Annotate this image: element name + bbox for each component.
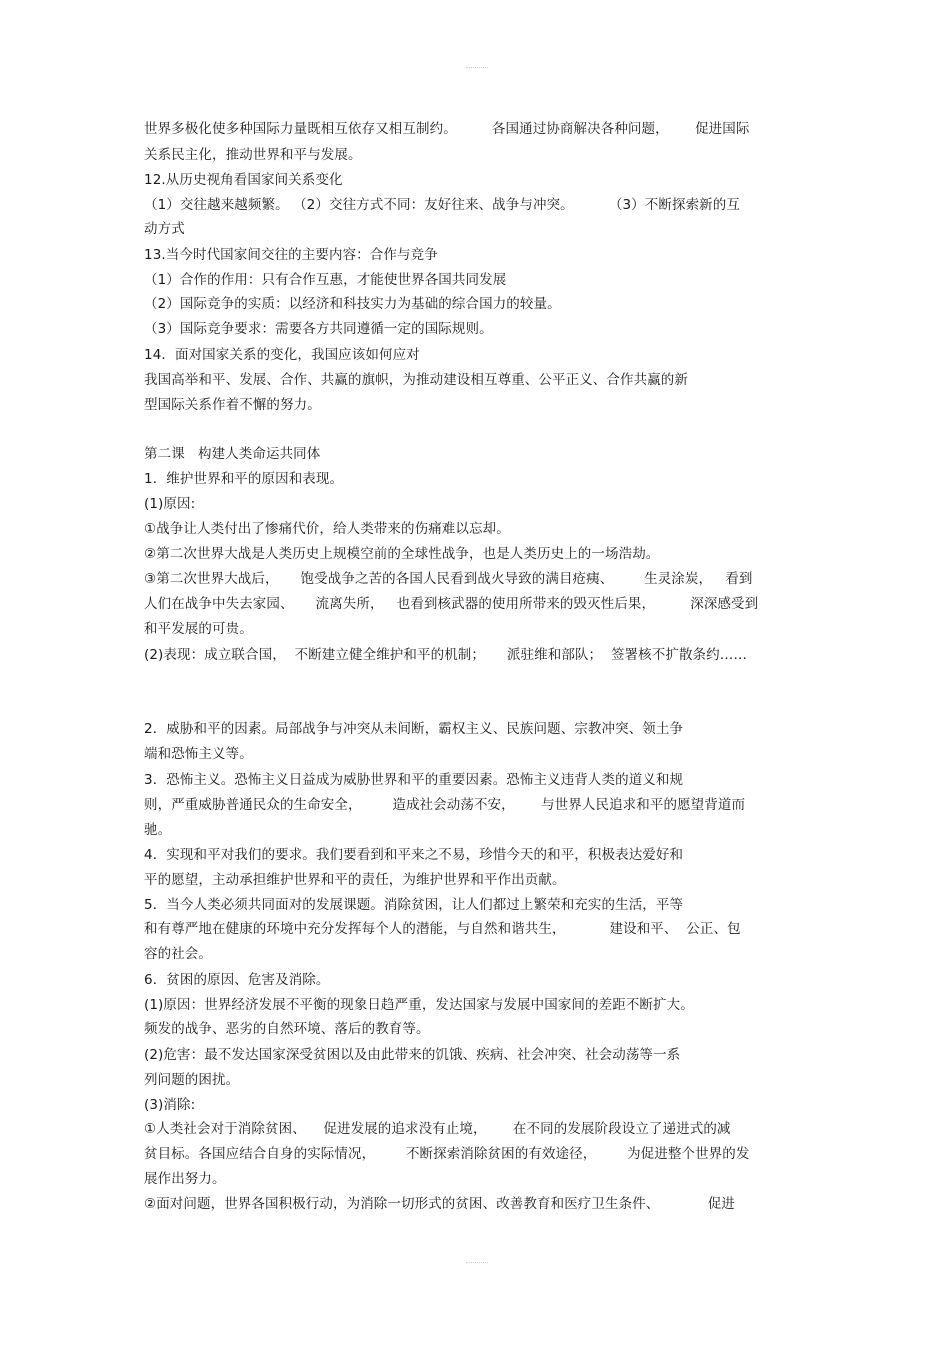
text-line: (2)危害：最不发达国家深受贫困以及由此带来的饥饿、疾病、社会冲突、社会动荡等一系 [144, 1047, 681, 1063]
text-line: 型国际关系作着不懈的努力。 [144, 397, 321, 413]
section-heading: 12.从历史视角看国家间关系变化 [144, 172, 343, 188]
text-line: ②面对问题，世界各国积极行动，为消除一切形式的贫困、改善教育和医疗卫生条件、 促进 [144, 1196, 735, 1212]
text-line: ③第二次世界大战后， 饱受战争之苦的各国人民看到战火导致的满目疮痍、 生灵涂炭， 看到 [144, 571, 753, 587]
section-heading: 13.当今时代国家间交往的主要内容：合作与竞争 [144, 247, 438, 263]
section-heading: 6．贫困的原因、危害及消除。 [144, 972, 330, 988]
text-line: （3）国际竞争要求：需要各方共同遵循一定的国际规则。 [144, 321, 493, 337]
text-line: ②第二次世界大战是人类历史上规模空前的全球性战争，也是人类历史上的一场浩劫。 [144, 546, 660, 562]
text-line: （1）合作的作用：只有合作互惠，才能使世界各国共同发展 [144, 272, 507, 288]
page-footer-dots [466, 1262, 488, 1265]
page-header-dots [466, 67, 488, 70]
section-heading: 14．面对国家关系的变化，我国应该如何应对 [144, 347, 420, 363]
text-line: 列问题的困扰。 [144, 1072, 240, 1088]
section-heading: 1．维护世界和平的原因和表现。 [144, 471, 344, 487]
text-line: 关系民主化，推动世界和平与发展。 [144, 147, 362, 163]
text-line: 和平发展的可贵。 [144, 621, 253, 637]
text-line: 和有尊严地在健康的环境中充分发挥每个人的潜能，与自然和谐共生， 建设和平、 公正、包 [144, 921, 741, 937]
text-line: (3)消除: [144, 1097, 196, 1113]
text-line: (1)原因：世界经济发展不平衡的现象日趋严重，发达国家与发展中国家间的差距不断扩大。 [144, 997, 694, 1013]
text-line: 驰。 [144, 822, 172, 838]
text-line: （2）国际竞争的实质：以经济和科技实力为基础的综合国力的较量。 [144, 296, 561, 312]
text-line: 我国高举和平、发展、合作、共赢的旗帜，为推动建设相互尊重、公平正义、合作共赢的新 [144, 372, 688, 388]
text-line: ①战争让人类付出了惨痛代价，给人类带来的伤痛难以忘却。 [144, 521, 510, 537]
text-line: 贫目标。各国应结合自身的实际情况， 不断探索消除贫困的有效途径， 为促进整个世界的发 [144, 1146, 750, 1162]
text-line: ①人类社会对于消除贫困、 促进发展的追求没有止境， 在不同的发展阶段设立了递进式的减 [144, 1121, 731, 1137]
section-heading: 4．实现和平对我们的要求。我们要看到和平来之不易，珍惜今天的和平，积极表达爱好和 [144, 847, 684, 863]
section-heading: 3．恐怖主义。恐怖主义日益成为威胁世界和平的重要因素。恐怖主义违背人类的道义和规 [144, 772, 684, 788]
text-line: 频发的战争、恶劣的自然环境、落后的教育等。 [144, 1021, 430, 1037]
text-line: 人们在战争中失去家园、 流离失所， 也看到核武器的使用所带来的毁灭性后果， 深深感受到 [144, 596, 759, 612]
text-line: (1)原因: [144, 496, 196, 512]
text-line: 端和恐怖主义等。 [144, 746, 253, 762]
lesson-title: 第二课 构建人类命运共同体 [144, 446, 321, 462]
text-line: 平的愿望，主动承担维护世界和平的责任，为维护世界和平作出贡献。 [144, 872, 566, 888]
text-line: 动方式 [144, 221, 185, 237]
text-line: 展作出努力。 [144, 1171, 226, 1187]
section-heading: 2．威胁和平的因素。局部战争与冲突从未间断，霸权主义、民族问题、宗教冲突、领土争 [144, 721, 684, 737]
text-line: （1）交往越来越频繁。 （2）交往方式不同：友好往来、战争与冲突。 （3）不断探索新的互 [144, 197, 740, 213]
section-heading: 5．当今人类必须共同面对的发展课题。消除贫困，让人们都过上繁荣和充实的生活，平等 [144, 897, 684, 913]
text-line: (2)表现：成立联合国， 不断建立健全维护和平的机制； 派驻维和部队； 签署核不扩散条约…… [144, 647, 747, 663]
text-line: 世界多极化使多种国际力量既相互依存又相互制约。 各国通过协商解决各种问题， 促进国际 [144, 121, 750, 137]
text-line: 则，严重威胁普通民众的生命安全， 造成社会动荡不安， 与世界人民追求和平的愿望背道而 [144, 797, 746, 813]
text-line: 容的社会。 [144, 946, 212, 962]
